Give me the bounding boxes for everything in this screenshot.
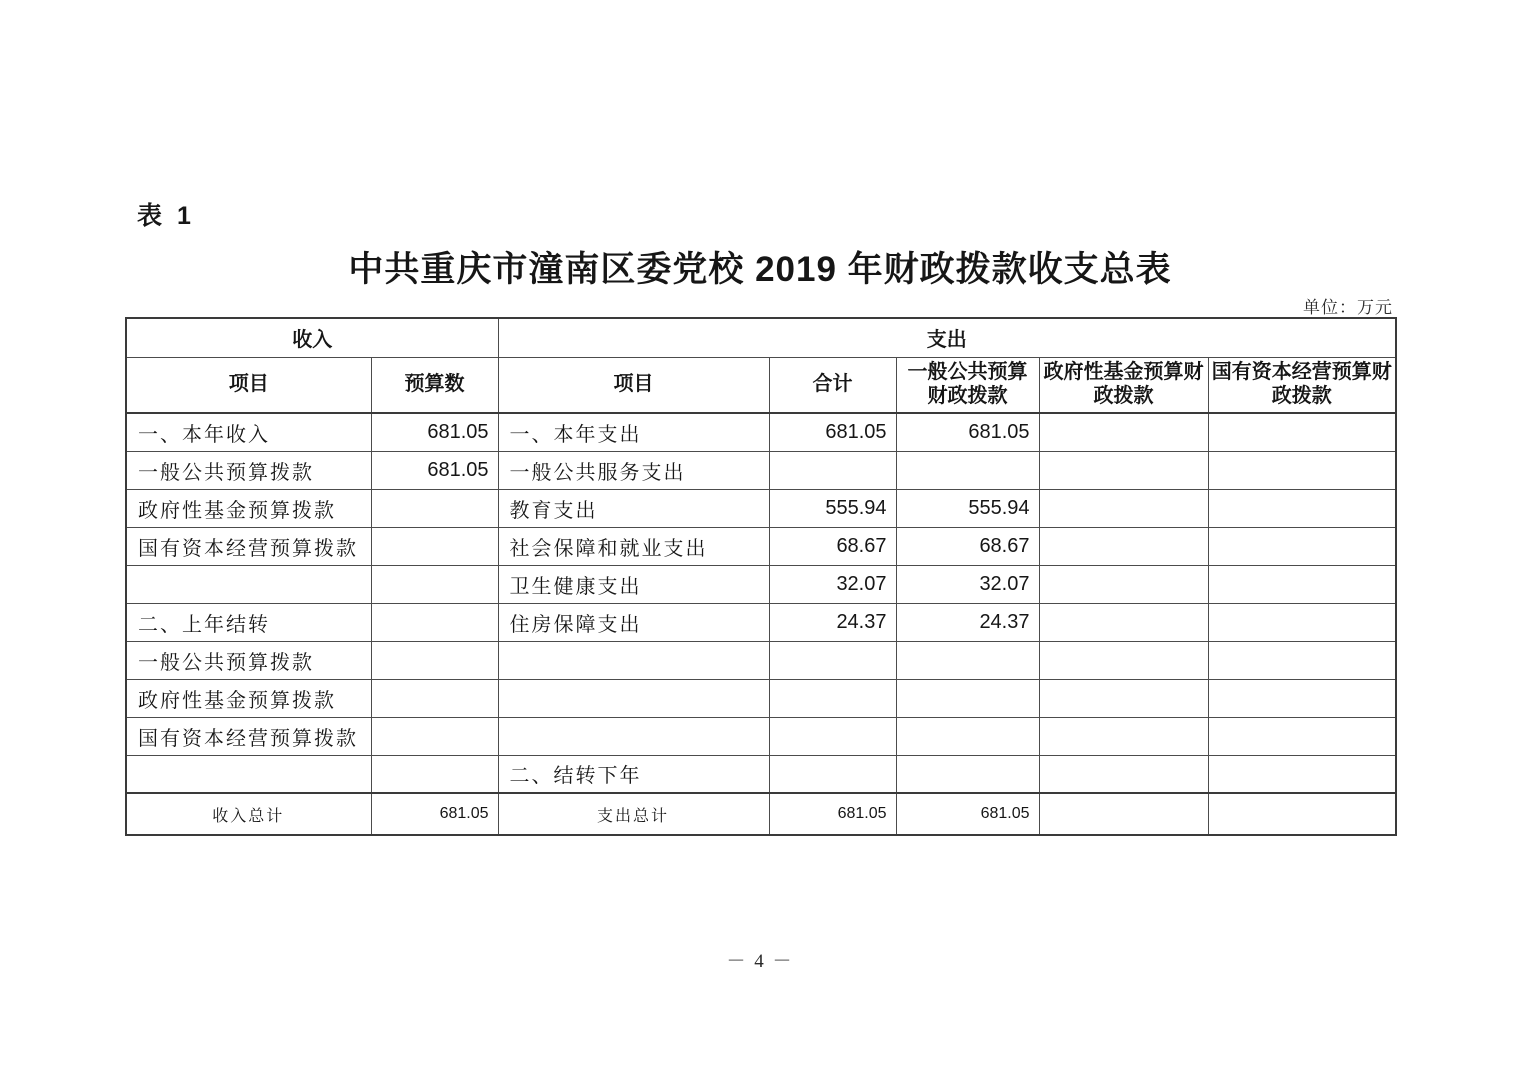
table-row [126, 717, 1396, 755]
state-capital-cell [1208, 717, 1396, 755]
state-capital-budget-column-header: 国有资本经营预算财政拨款 [1208, 357, 1396, 413]
income-budget-cell [371, 565, 498, 603]
total-cell: 24.37 [769, 603, 896, 641]
expense-item-cell: 教育支出 [498, 489, 769, 527]
expense-group-header: 支出 [498, 318, 1396, 357]
table-row [126, 679, 1396, 717]
expense-item-cell [498, 679, 769, 717]
income-item-cell: 政府性基金预算拨款 [126, 489, 371, 527]
table-head [126, 318, 1396, 413]
total-cell [769, 679, 896, 717]
general-public-cell: 32.07 [896, 565, 1039, 603]
income-budget-cell [371, 755, 498, 793]
state-capital-cell [1208, 679, 1396, 717]
state-capital-cell [1208, 603, 1396, 641]
gov-fund-cell [1039, 565, 1208, 603]
table-row [126, 755, 1396, 793]
gov-fund-cell [1039, 755, 1208, 793]
total-cell: 32.07 [769, 565, 896, 603]
income-budget-cell: 681.05 [371, 413, 498, 451]
income-item-column-header: 项目 [126, 357, 371, 413]
total-cell [769, 755, 896, 793]
general-public-cell: 68.67 [896, 527, 1039, 565]
expense-item-cell: 住房保障支出 [498, 603, 769, 641]
general-public-cell: 24.37 [896, 603, 1039, 641]
budget-table [125, 317, 1397, 836]
expense-item-cell: 二、结转下年 [498, 755, 769, 793]
table-row [126, 413, 1396, 451]
income-item-cell: 国有资本经营预算拨款 [126, 717, 371, 755]
general-public-cell [896, 717, 1039, 755]
income-budget-cell: 681.05 [371, 451, 498, 489]
state-capital-total-cell [1208, 793, 1396, 835]
income-item-cell: 二、上年结转 [126, 603, 371, 641]
column-header-row [126, 357, 1396, 413]
gov-fund-cell [1039, 717, 1208, 755]
table-row [126, 603, 1396, 641]
total-cell: 555.94 [769, 489, 896, 527]
income-item-cell: 政府性基金预算拨款 [126, 679, 371, 717]
general-public-budget-column-header: 一般公共预算财政拨款 [896, 357, 1039, 413]
state-capital-cell [1208, 641, 1396, 679]
unit-note: 单位：万元 [1303, 298, 1393, 317]
table-row [126, 565, 1396, 603]
general-public-cell [896, 755, 1039, 793]
expense-item-cell: 一般公共服务支出 [498, 451, 769, 489]
general-public-cell: 555.94 [896, 489, 1039, 527]
state-capital-cell [1208, 565, 1396, 603]
table-row [126, 641, 1396, 679]
group-header-row [126, 318, 1396, 357]
income-total-value-cell: 681.05 [371, 793, 498, 835]
expense-item-cell [498, 717, 769, 755]
expense-item-cell: 卫生健康支出 [498, 565, 769, 603]
income-budget-column-header: 预算数 [371, 357, 498, 413]
income-item-cell [126, 755, 371, 793]
general-public-total-cell: 681.05 [896, 793, 1039, 835]
income-group-header: 收入 [126, 318, 498, 357]
expense-total-value-cell: 681.05 [769, 793, 896, 835]
gov-fund-cell [1039, 527, 1208, 565]
income-item-cell: 一般公共预算拨款 [126, 641, 371, 679]
total-cell [769, 717, 896, 755]
total-cell: 68.67 [769, 527, 896, 565]
page-number: － 4 － [726, 951, 794, 972]
income-total-label-cell: 收入总计 [126, 793, 371, 835]
gov-fund-budget-column-header: 政府性基金预算财政拨款 [1039, 357, 1208, 413]
state-capital-cell [1208, 413, 1396, 451]
table-foot [126, 793, 1396, 835]
income-item-cell: 一、本年收入 [126, 413, 371, 451]
page-title: 中共重庆市潼南区委党校 2019 年财政拨款收支总表 [348, 250, 1172, 289]
general-public-cell [896, 679, 1039, 717]
expense-total-label-cell: 支出总计 [498, 793, 769, 835]
gov-fund-cell [1039, 451, 1208, 489]
income-budget-cell [371, 603, 498, 641]
income-budget-cell [371, 717, 498, 755]
total-cell [769, 451, 896, 489]
income-budget-cell [371, 527, 498, 565]
gov-fund-cell [1039, 679, 1208, 717]
table-body [126, 413, 1396, 793]
table-label: 表 1 [137, 202, 195, 230]
general-public-cell: 681.05 [896, 413, 1039, 451]
income-budget-cell [371, 679, 498, 717]
gov-fund-cell [1039, 413, 1208, 451]
expense-item-cell [498, 641, 769, 679]
total-cell: 681.05 [769, 413, 896, 451]
total-cell [769, 641, 896, 679]
expense-item-cell: 一、本年支出 [498, 413, 769, 451]
income-budget-cell [371, 641, 498, 679]
general-public-cell [896, 641, 1039, 679]
table-row [126, 527, 1396, 565]
income-budget-cell [371, 489, 498, 527]
income-item-cell [126, 565, 371, 603]
expense-item-cell: 社会保障和就业支出 [498, 527, 769, 565]
gov-fund-total-cell [1039, 793, 1208, 835]
general-public-cell [896, 451, 1039, 489]
gov-fund-cell [1039, 641, 1208, 679]
gov-fund-cell [1039, 489, 1208, 527]
income-item-cell: 一般公共预算拨款 [126, 451, 371, 489]
expense-item-column-header: 项目 [498, 357, 769, 413]
state-capital-cell [1208, 755, 1396, 793]
state-capital-cell [1208, 451, 1396, 489]
gov-fund-cell [1039, 603, 1208, 641]
total-row [126, 793, 1396, 835]
income-item-cell: 国有资本经营预算拨款 [126, 527, 371, 565]
state-capital-cell [1208, 527, 1396, 565]
total-column-header: 合计 [769, 357, 896, 413]
table-row [126, 451, 1396, 489]
state-capital-cell [1208, 489, 1396, 527]
table-row [126, 489, 1396, 527]
